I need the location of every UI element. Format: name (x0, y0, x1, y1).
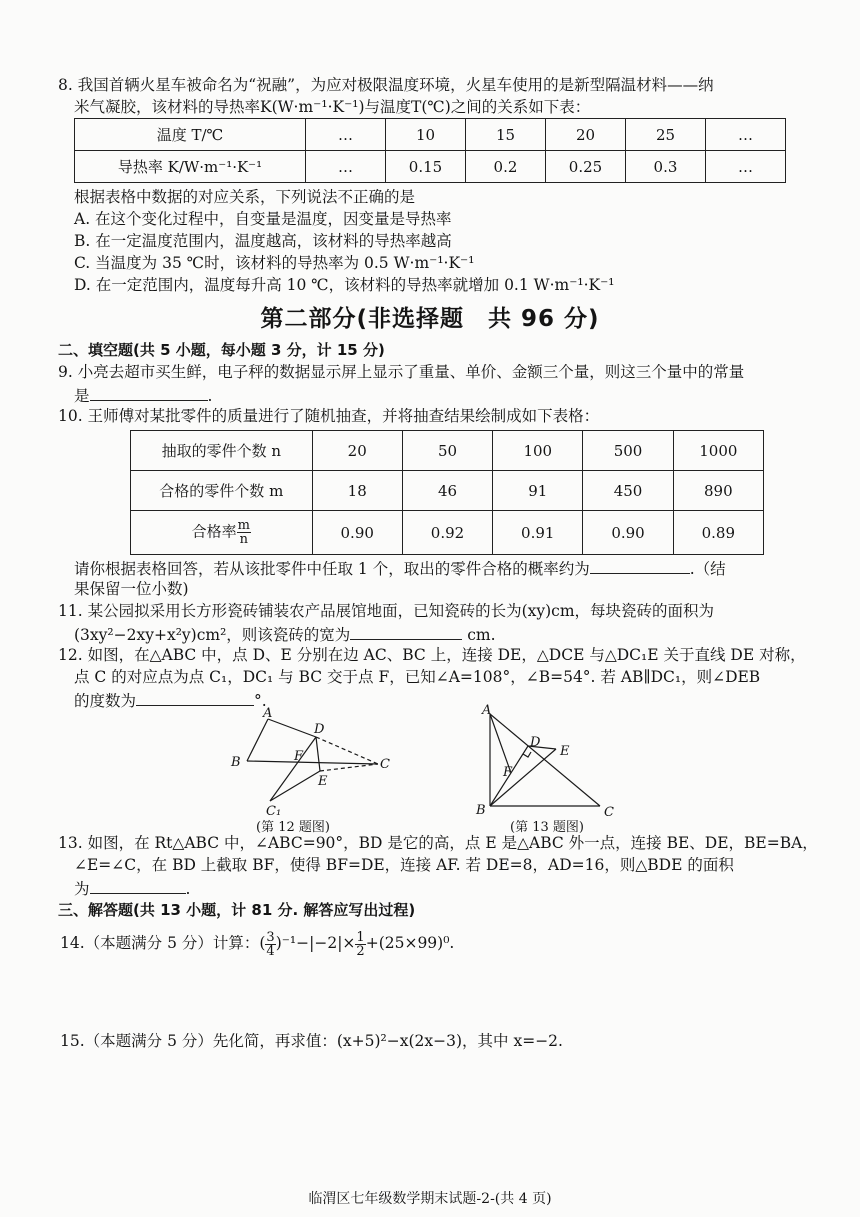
q10-cell: 500 (583, 431, 673, 471)
q8-cell: 导热率 K/W·m⁻¹·K⁻¹ (75, 151, 306, 183)
q10-rate-label: 合格率 (191, 522, 237, 541)
part2-title: 第二部分(非选择题 共 96 分) (260, 306, 600, 332)
q14-frac1-den: 4 (266, 943, 275, 959)
q10-table-row (131, 511, 764, 555)
q10-line2-post: .（结 (689, 560, 726, 578)
q13-line3 (74, 877, 190, 899)
fig12-label-d: D (314, 722, 325, 737)
q8-table-row (75, 119, 786, 151)
q14-mid: )⁻¹−|−2|× (275, 934, 356, 952)
q11-line2 (74, 623, 496, 645)
q10-cell: 20 (312, 431, 402, 471)
q8-option-d: D. 在一定范围内，温度每升高 10 ℃，该材料的导热率就增加 0.1 W·m⁻¹·K⁻¹ (74, 276, 615, 294)
q10-cell: 0.89 (673, 511, 763, 555)
fig12-label-f: F (294, 749, 304, 764)
q10-line2-pre: 请你根据表格回答，若从该批零件中任取 1 个，取出的零件合格的概率约为 (74, 560, 590, 578)
q10-line1: 10. 王师傅对某批零件的质量进行了随机抽查，并将抽查结果绘制成如下表格： (58, 407, 600, 425)
q12-figure-caption: (第 12 题图) (256, 820, 330, 835)
fig12-label-c: C (380, 757, 390, 772)
q12-line3-pre: 的度数为 (74, 692, 137, 710)
q8-cell: 0.15 (385, 151, 465, 183)
q10-cell: 46 (402, 471, 492, 511)
q8-cell: 20 (545, 119, 625, 151)
q9-line2 (74, 384, 212, 406)
q8-cell: … (305, 151, 385, 183)
q10-rate-num: m (237, 518, 250, 533)
q10-cell: 合格的零件个数 m (131, 471, 313, 511)
q8-cell: … (705, 151, 785, 183)
q8-line2: 米气凝胶，该材料的导热率K(W·m⁻¹·K⁻¹)与温度T(℃)之间的关系如下表： (74, 98, 591, 116)
q10-table-row (131, 431, 764, 471)
q13-line1: 13. 如图，在 Rt△ABC 中，∠ABC=90°，BD 是它的高，点 E 是△ABC 外一点，连接 BE、DE，BE=BA， (58, 834, 818, 852)
q8-cell: 温度 T/℃ (75, 119, 306, 151)
q13-line3-pre: 为 (74, 880, 90, 898)
q12-figure (220, 705, 400, 820)
q14-post: +(25×99)⁰. (365, 934, 455, 952)
q12-answer-blank[interactable] (136, 689, 254, 706)
q8-cell: 0.25 (545, 151, 625, 183)
q8-cell: … (305, 119, 385, 151)
q11-line2-post: cm. (467, 626, 496, 644)
q8-table (74, 118, 786, 183)
q10-rate-fraction (237, 519, 251, 546)
q10-cell: 50 (402, 431, 492, 471)
section3-title: 三、解答题(共 13 小题，计 81 分. 解答应写出过程) (58, 901, 416, 919)
section2-title: 二、填空题(共 5 小题，每小题 3 分，计 15 分) (58, 341, 385, 359)
q8-stem: 根据表格中数据的对应关系，下列说法不正确的是 (74, 188, 416, 206)
q8-cell: 25 (625, 119, 705, 151)
q8-cell: 0.3 (625, 151, 705, 183)
fig13-label-f: F (503, 765, 513, 780)
q10-cell: 450 (583, 471, 673, 511)
q8-line1: 8. 我国首辆火星车被命名为“祝融”，为应对极限温度环境，火星车使用的是新型隔温材料——纳 (58, 76, 714, 94)
q8-table-row (75, 151, 786, 183)
q14-line (60, 929, 455, 959)
q8-cell: 15 (465, 119, 545, 151)
fig12-label-a: A (263, 706, 273, 721)
q10-table (130, 430, 764, 555)
q8-cell: … (705, 119, 785, 151)
fig13-label-b: B (476, 803, 486, 818)
fig12-label-b: B (231, 755, 241, 770)
q13-line2: ∠E=∠C，在 BD 上截取 BF，使得 BF=DE，连接 AF. 若 DE=8，AD=16，则△BDE 的面积 (74, 856, 734, 874)
q8-option-b: B. 在一定温度范围内，温度越高，该材料的导热率越高 (74, 232, 452, 250)
q10-cell: 抽取的零件个数 n (131, 431, 313, 471)
q13-line3-post: . (185, 880, 191, 898)
q8-cell: 10 (385, 119, 465, 151)
fig13-label-a: A (482, 703, 492, 718)
fig13-label-d: D (530, 735, 541, 750)
q13-answer-blank[interactable] (90, 877, 186, 894)
q13-figure (470, 702, 620, 820)
q10-cell: 100 (493, 431, 583, 471)
q9-answer-blank[interactable] (90, 384, 208, 401)
fig12-label-e: E (318, 774, 328, 789)
q14-frac2-den: 2 (356, 943, 365, 959)
q14-frac2-num: 1 (356, 929, 365, 945)
q14-pre: 14.（本题满分 5 分）计算：( (60, 934, 266, 952)
q10-cell: 0.90 (583, 511, 673, 555)
q12-line1: 12. 如图，在△ABC 中，点 D、E 分别在边 AC、BC 上，连接 DE，△DCE 与△DC₁E 关于直线 DE 对称， (58, 646, 806, 664)
q8-cell: 0.2 (465, 151, 545, 183)
q9-line1: 9. 小亮去超市买生鲜，电子秤的数据显示屏上显示了重量、单价、金额三个量，则这三个量中的常量 (58, 363, 745, 381)
q10-cell: 18 (312, 471, 402, 511)
q14-frac1-num: 3 (266, 929, 275, 945)
q11-line1: 11. 某公园拟采用长方形瓷砖铺装农产品展馆地面，已知瓷砖的长为(xy)cm，每块瓷砖的面积为 (58, 602, 715, 620)
fig13-label-c: C (604, 805, 614, 820)
q11-line2-pre: (3xy²−2xy+x²y)cm²，则该瓷砖的宽为 (74, 626, 351, 644)
fig12-label-c1: C₁ (266, 804, 282, 819)
q10-cell: 0.92 (402, 511, 492, 555)
q10-line3: 果保留一位小数) (74, 580, 189, 598)
q9-line2-post: . (207, 387, 213, 405)
q12-line2: 点 C 的对应点为点 C₁，DC₁ 与 BC 交于点 F，已知∠A=108°，∠B=54°. 若 AB∥DC₁，则∠DEB (74, 668, 761, 686)
q10-answer-blank[interactable] (590, 557, 690, 574)
q10-cell: 0.90 (312, 511, 402, 555)
q9-line2-pre: 是 (74, 387, 90, 405)
q8-option-c: C. 当温度为 35 ℃时，该材料的导热率为 0.5 W·m⁻¹·K⁻¹ (74, 254, 475, 272)
q10-line2 (74, 557, 726, 579)
q11-answer-blank[interactable] (350, 623, 462, 640)
page-footer: 临渭区七年级数学期末试题-2-(共 4 页) (308, 1191, 552, 1207)
q15-line: 15.（本题满分 5 分）先化简，再求值：(x+5)²−x(2x−3)，其中 x=−2. (60, 1032, 563, 1050)
q14-fraction-1 (265, 931, 275, 958)
q12-line3-post: °. (254, 692, 267, 710)
q10-cell: 91 (493, 471, 583, 511)
q10-table-row (131, 471, 764, 511)
q13-figure-caption: (第 13 题图) (510, 820, 584, 835)
q14-fraction-2 (355, 931, 365, 958)
q10-cell: 0.91 (493, 511, 583, 555)
q10-cell-rate-label (131, 511, 313, 555)
fig13-label-e: E (560, 744, 570, 759)
q8-option-a: A. 在这个变化过程中，自变量是温度，因变量是导热率 (74, 210, 452, 228)
q10-cell: 890 (673, 471, 763, 511)
q10-cell: 1000 (673, 431, 763, 471)
q10-rate-den: n (239, 532, 248, 547)
